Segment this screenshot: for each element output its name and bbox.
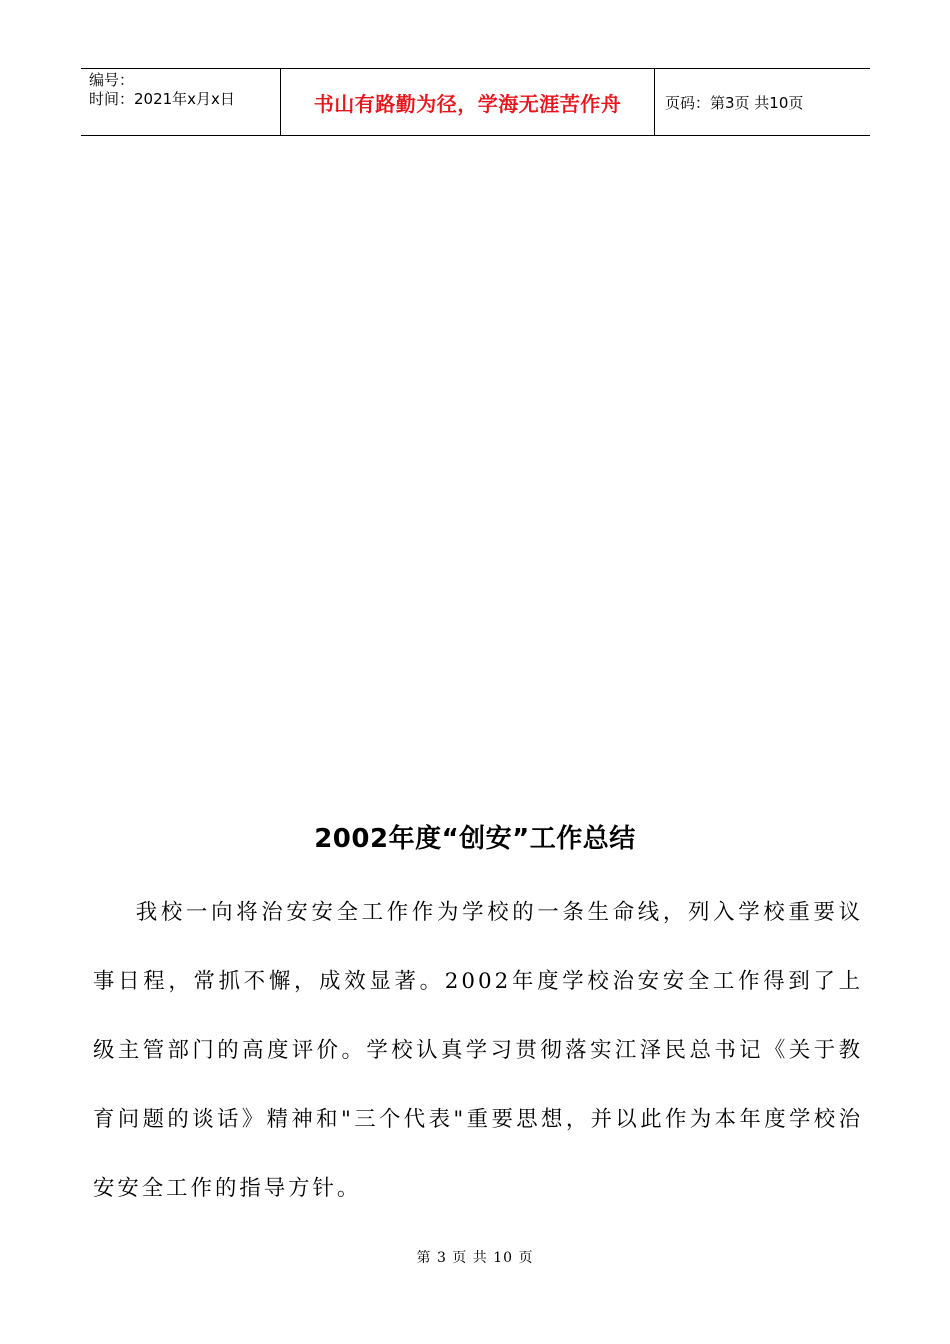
time-label: 时间：2021年x月x日 bbox=[89, 90, 235, 108]
number-label: 编号： bbox=[89, 71, 135, 89]
document-header bbox=[81, 68, 870, 136]
header-meta bbox=[81, 69, 281, 135]
document-title: 2002年度“创安”工作总结 bbox=[314, 824, 636, 854]
page-footer: 第 3 页 共 10 页 bbox=[416, 1250, 534, 1266]
body-paragraph: 我校一向将治安安全工作作为学校的一条生命线，列入学校重要议事日程，常抓不懈，成效显著。2002年度学校治安安全工作得到了上级主管部门的高度评价。学校认真学习贯彻落实江泽民总书记《关于教育问题的谈话》精神和"三个代表"重要思想，并以此作为本年度学校治安安全工作的指导方针。 bbox=[93, 900, 863, 1201]
header-motto: 书山有路勤为径，学海无涯苦作舟 bbox=[281, 69, 655, 135]
header-page-info: 页码：第3页 共10页 bbox=[665, 93, 804, 112]
